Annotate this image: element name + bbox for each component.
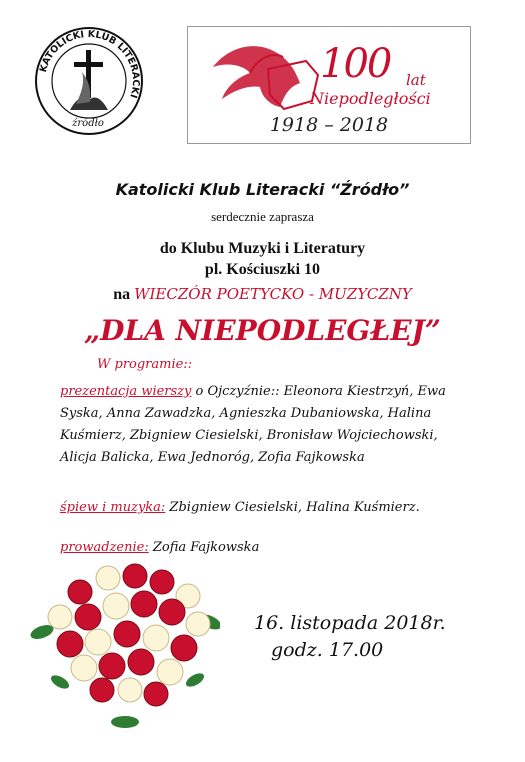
- banner-years: 1918 – 2018: [269, 114, 389, 136]
- invite-text: serdecznie zaprasza: [211, 209, 314, 224]
- roses-bouquet-image: [30, 562, 220, 730]
- event-title: „DLA NIEPODLEGŁEJ”: [84, 314, 441, 347]
- host-line: [60, 540, 259, 555]
- venue-line-1: do Klubu Muzyki i Literatury: [159, 240, 366, 257]
- venue-line-2: pl. Kościuszki 10: [204, 261, 321, 278]
- recital-line-4: Alicja Balicka, Ewa Jednoróg, Zofia Fajkowska: [60, 450, 365, 465]
- music-text: Zbigniew Ciesielski, Halina Kuśmierz.: [165, 500, 420, 515]
- banner-niepodleglosci: Niepodległości: [310, 89, 431, 108]
- club-logo: [30, 22, 148, 140]
- music-label: śpiew i muzyka:: [60, 500, 166, 515]
- recital-label: prezentacja wierszy: [60, 384, 192, 399]
- logo-ring-text: KATOLICKI KLUB LITERACKI: [37, 28, 142, 100]
- music-line: [60, 500, 420, 515]
- anniversary-banner: [187, 26, 471, 144]
- program-heading: W programie::: [97, 357, 193, 372]
- banner-number: 100: [320, 41, 391, 87]
- recital-line-1: [60, 384, 446, 399]
- event-line: [0, 285, 525, 304]
- event-name: WIECZÓR POETYCKO - MUZYCZNY: [134, 285, 412, 303]
- host-text: Zofia Fajkowska: [148, 540, 260, 555]
- club-name: Katolicki Klub Literacki “Źródło”: [115, 180, 410, 199]
- logo-signature: źródło: [72, 118, 104, 129]
- recital-line-2: Syska, Anna Zawadzka, Agnieszka Dubaniowska, Halina: [60, 406, 432, 421]
- host-label: prowadzenie:: [60, 540, 149, 555]
- banner-lat: lat: [406, 71, 426, 89]
- event-prefix: na: [113, 286, 131, 303]
- recital-text-1: o Ojczyźnie:: Eleonora Kiestrzyń, Ewa: [191, 384, 446, 399]
- event-date: 16. listopada 2018r.: [254, 612, 446, 634]
- recital-line-3: Kuśmierz, Zbigniew Ciesielski, Bronisław Wojciechowski,: [60, 428, 438, 443]
- event-time: godz. 17.00: [271, 639, 384, 661]
